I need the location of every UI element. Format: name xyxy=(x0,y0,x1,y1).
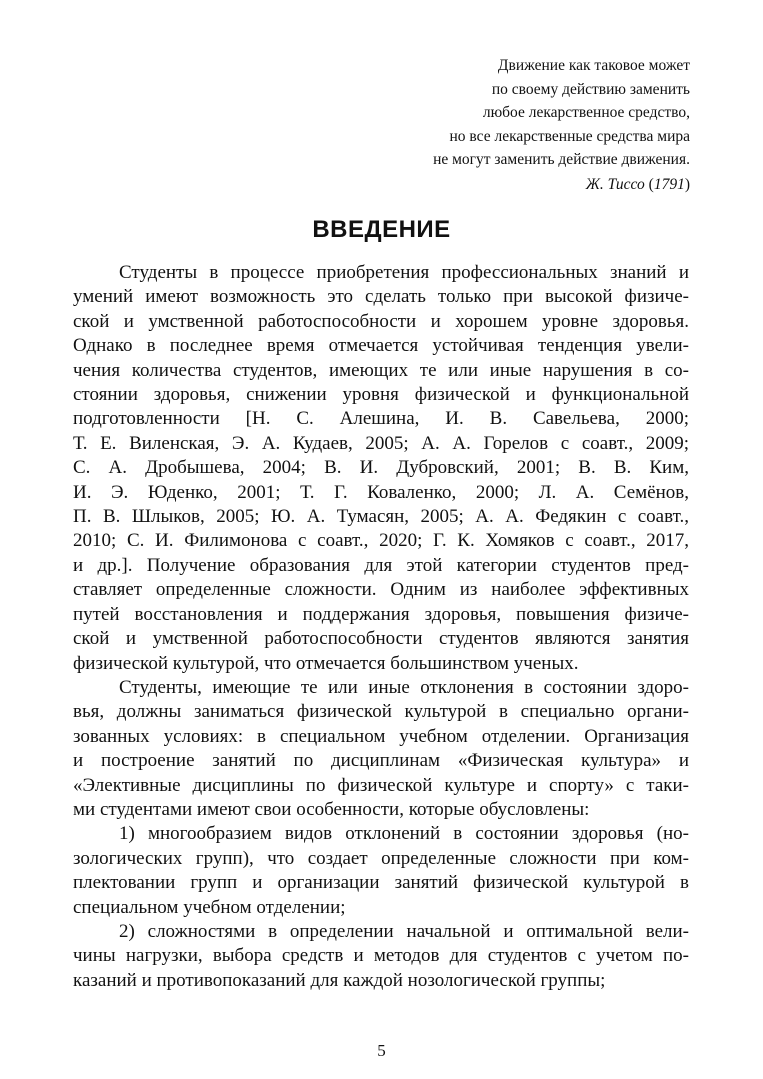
epigraph-author: Ж. Тиссо xyxy=(585,176,645,193)
text-line: стоянии здоровья, снижении уровня физической и функциональной xyxy=(73,384,689,406)
text-line: 2010; С. И. Филимонова с соавт., 2020; Г. К. Хомяков с соавт., 2017, xyxy=(73,530,689,552)
epigraph-attribution xyxy=(586,176,690,194)
epigraph-year-wrap: (1791) xyxy=(648,176,690,193)
epigraph-line: любое лекарственное средство, xyxy=(482,104,690,121)
epigraph-line: Движение как таковое может xyxy=(497,57,690,74)
list-item-line: казаний и противопоказаний для каждой нозологической группы; xyxy=(73,969,606,991)
list-item-line: чины нагрузки, выбора средств и методов для студентов с учетом по- xyxy=(73,945,689,967)
text-line: подготовленности [Н. С. Алешина, И. В. Савельева, 2000; xyxy=(73,408,689,430)
text-line: ставляет определенные сложности. Одним из наиболее эффективных xyxy=(73,579,689,601)
text-line: «Элективные дисциплины по физической культуре и спорту» с таки- xyxy=(73,774,689,796)
text-line: ской и умственной работоспособности студентов являются занятия xyxy=(73,628,689,650)
list-item-line: зологических групп), что создает определенные сложности при ком- xyxy=(73,847,689,869)
epigraph-line: не могут заменить действие движения. xyxy=(433,151,690,168)
epigraph xyxy=(433,54,690,172)
text-line: зованных условиях: в специальном учебном отделении. Организация xyxy=(73,725,689,747)
epigraph-line: по своему действию заменить xyxy=(491,80,690,98)
text-line: Студенты, имеющие те или иные отклонения в состоянии здоро- xyxy=(119,676,689,698)
epigraph-line: но все лекарственные средства мира xyxy=(449,127,690,145)
text-line: и построение занятий по дисциплинам «Физическая культура» и xyxy=(73,750,689,772)
text-line: ми студентами имеют свои особенности, которые обусловлены: xyxy=(73,798,590,820)
section-title: ВВЕДЕНИЕ xyxy=(312,216,451,243)
text-line: С. А. Дробышева, 2004; В. И. Дубровский, 2001; В. В. Ким, xyxy=(73,457,689,479)
text-line: вья, должны заниматься физической культурой в специально органи- xyxy=(73,701,689,723)
text-line: Т. Е. Виленская, Э. А. Кудаев, 2005; А. А. Горелов с соавт., 2009; xyxy=(73,432,689,454)
text-line: П. В. Шлыков, 2005; Ю. А. Тумасян, 2005; А. А. Федякин с соавт., xyxy=(73,506,689,528)
list-item-line: плектовании групп и организации занятий физической культурой в xyxy=(73,872,689,894)
text-line: И. Э. Юденко, 2001; Т. Г. Коваленко, 2000; Л. А. Семёнов, xyxy=(73,481,689,503)
text-line: и др.]. Получение образования для этой категории студентов пред- xyxy=(73,554,689,576)
text-line: умений имеют возможность это сделать только при высокой физиче- xyxy=(73,286,689,308)
page-number: 5 xyxy=(377,1041,386,1060)
body-text xyxy=(73,261,689,993)
list-item-line: 2) сложностями в определении начальной и оптимальной вели- xyxy=(119,920,689,942)
text-line: чения количества студентов, имеющих те или иные нарушения в со- xyxy=(73,359,689,381)
text-line: Однако в последнее время отмечается устойчивая тенденция увели- xyxy=(73,335,689,357)
list-item-line: специальном учебном отделении; xyxy=(73,896,346,918)
text-line: путей восстановления и поддержания здоровья, повышения физиче- xyxy=(73,603,689,625)
text-line: Студенты в процессе приобретения профессиональных знаний и xyxy=(119,262,689,283)
list-item-line: 1) многообразием видов отклонений в состоянии здоровья (но- xyxy=(119,823,689,845)
text-line: ской и умственной работоспособности и хорошем уровне здоровья. xyxy=(73,310,689,332)
epigraph-year: 1791 xyxy=(653,176,685,193)
text-line: физической культурой, что отмечается большинством ученых. xyxy=(73,652,579,674)
